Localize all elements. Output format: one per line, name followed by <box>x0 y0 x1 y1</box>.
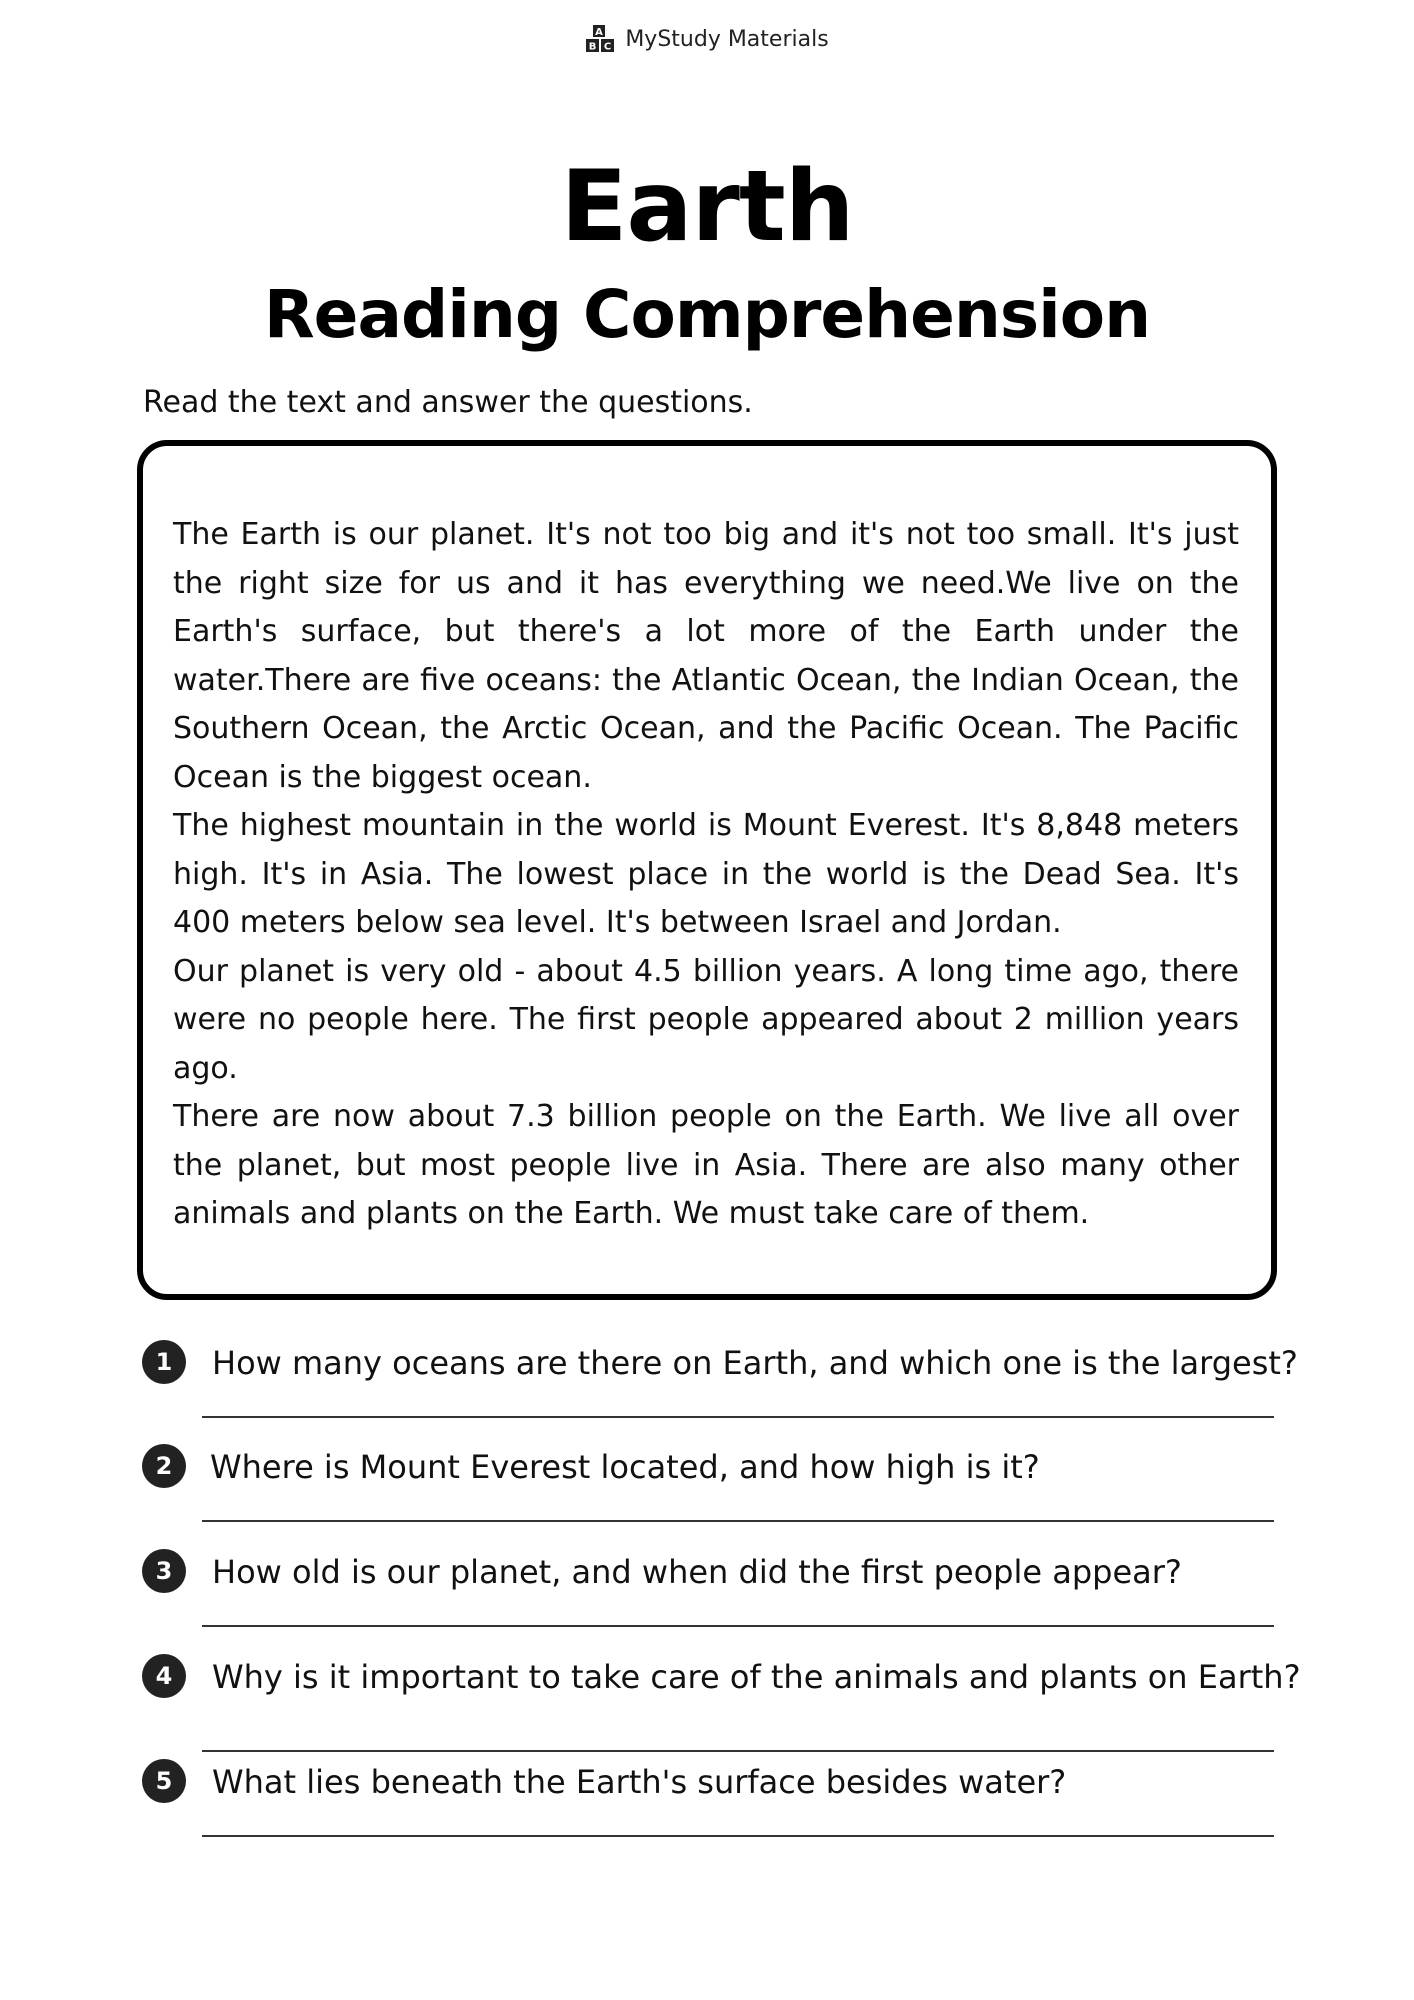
question-text: What lies beneath the Earth's surface besides water? <box>212 1763 1067 1801</box>
answer-line[interactable] <box>202 1750 1274 1752</box>
svg-text:C: C <box>604 41 612 53</box>
question-number-badge: 1 <box>142 1340 186 1384</box>
reading-passage <box>173 511 1239 1239</box>
question-item <box>142 1759 1282 1849</box>
question-text: How many oceans are there on Earth, and which one is the largest? <box>212 1344 1298 1382</box>
answer-line[interactable] <box>202 1835 1274 1837</box>
question-item <box>142 1340 1298 1430</box>
answer-line[interactable] <box>202 1416 1274 1418</box>
svg-text:B: B <box>589 41 597 53</box>
reading-passage-box <box>137 440 1277 1300</box>
question-text: Where is Mount Everest located, and how high is it? <box>210 1448 1040 1486</box>
page-subtitle: Reading Comprehension <box>263 276 1151 353</box>
passage-paragraph: Our planet is very old - about 4.5 billion years. A long time ago, there were no people here. The first people appeared about 2 million years ago. <box>173 953 1239 1086</box>
question-text: How old is our planet, and when did the first people appear? <box>212 1553 1182 1591</box>
passage-paragraph: The highest mountain in the world is Mount Everest. It's 8,848 meters high. It's in Asia. The lowest place in the world is the Dead Sea. It's 400 meters below sea level. It's between Israel and Jordan. <box>173 808 1239 940</box>
brand-name: MyStudy Materials <box>625 26 829 52</box>
instructions-text: Read the text and answer the questions. <box>143 385 753 420</box>
svg-text:A: A <box>595 27 604 38</box>
passage-paragraph: There are now about 7.3 billion people on the Earth. We live all over the planet, but most people live in Asia. There are also many other animals and plants on the Earth. We must take care of them. <box>173 1099 1239 1231</box>
abc-blocks-icon <box>585 24 615 54</box>
question-item <box>142 1549 1282 1639</box>
passage-paragraph: The Earth is our planet. It's not too big and it's not too small. It's just the right size for us and it has everything we need.We live on the Earth's surface, but there's a lot more of the Earth under the water.There are five oceans: the Atlantic Ocean, the Indian Ocean, the Southern Ocean, the Arctic Ocean, and the Pacific Ocean. The Pacific Ocean is the biggest ocean. <box>173 517 1239 795</box>
page-header <box>0 24 1414 54</box>
page-title: Earth <box>560 150 854 264</box>
question-number-badge: 2 <box>142 1444 186 1488</box>
question-number-badge: 3 <box>142 1549 186 1593</box>
question-item <box>142 1654 1301 1744</box>
question-number-badge: 4 <box>142 1654 186 1698</box>
question-item <box>142 1444 1282 1534</box>
answer-line[interactable] <box>202 1520 1274 1522</box>
question-number-badge: 5 <box>142 1759 186 1803</box>
answer-line[interactable] <box>202 1625 1274 1627</box>
question-text: Why is it important to take care of the animals and plants on Earth? <box>212 1658 1301 1696</box>
